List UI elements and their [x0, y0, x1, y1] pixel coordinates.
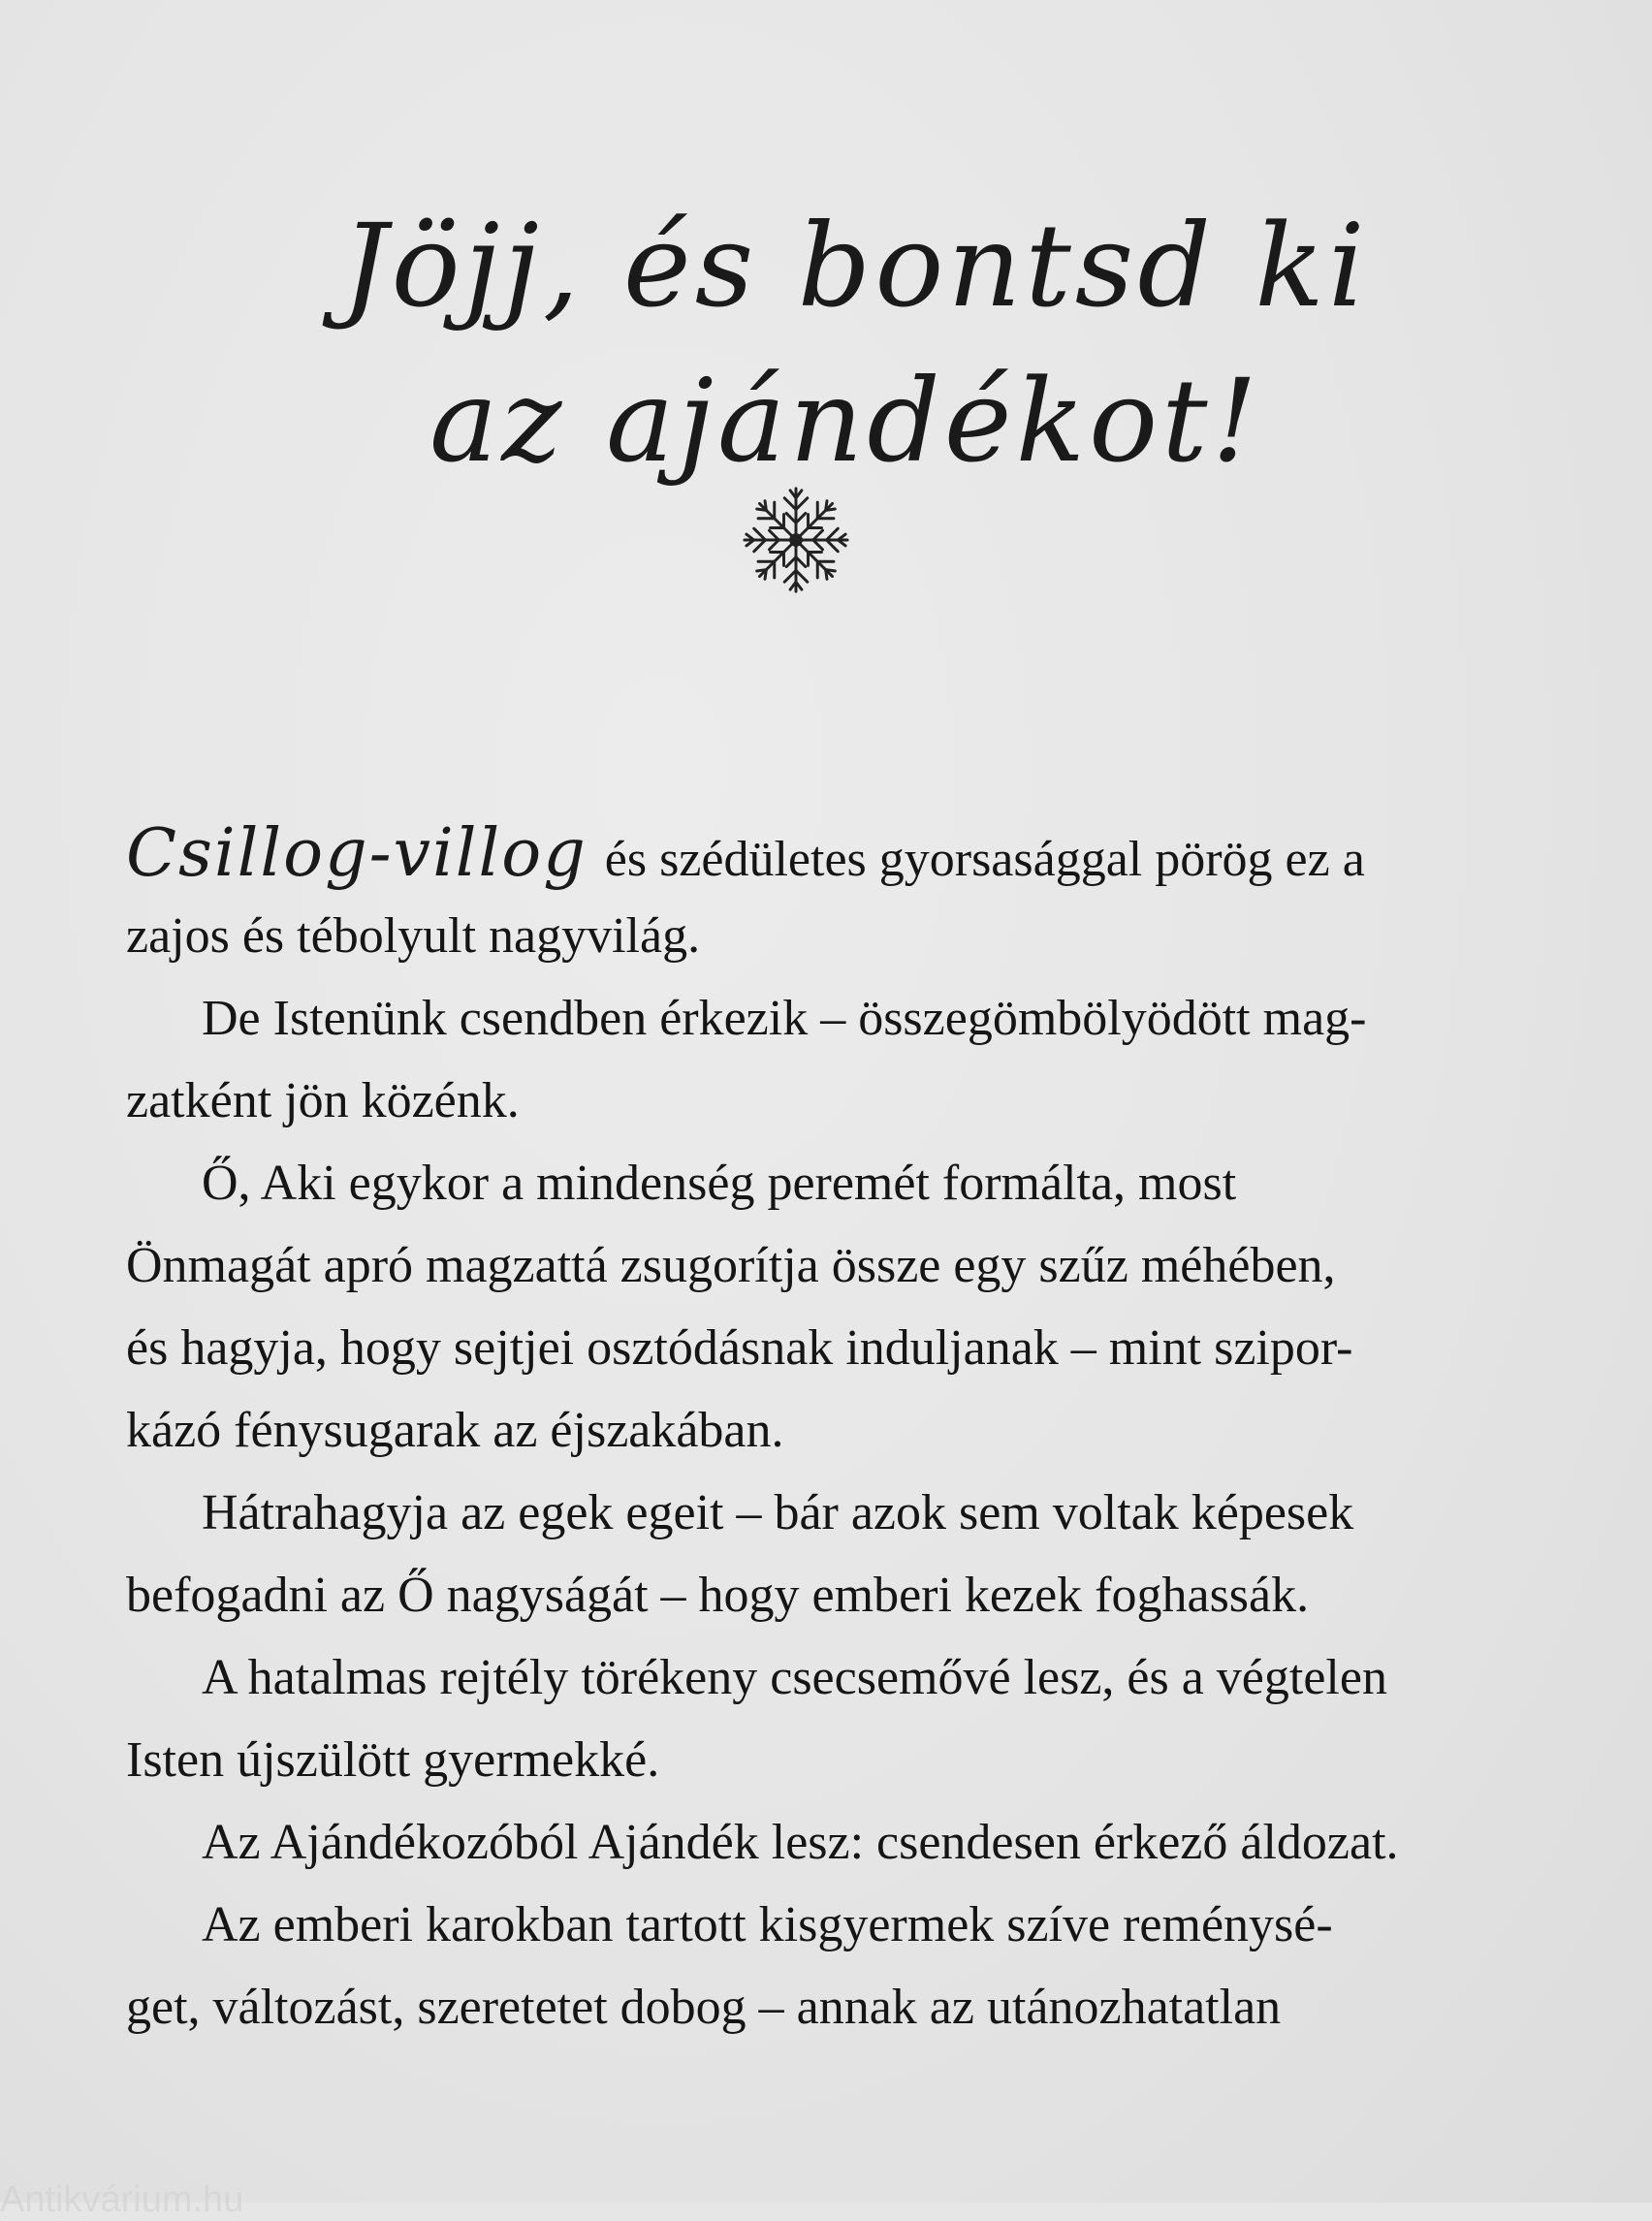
- text-line: Csillog-villog és szédületes gyorsasággal pörög ez a: [126, 815, 1365, 892]
- paragraph-first-line: De Istenünk csendben érkezik – összegömbölyödött mag-: [202, 991, 1367, 1046]
- chapter-title-line-2: az ajándékot!: [429, 354, 1262, 488]
- paragraph-first-line: A hatalmas rejtély törékeny csecsemővé lesz, és a végtelen: [202, 1650, 1387, 1705]
- decorative-lead-word: Csillog-villog: [126, 815, 588, 892]
- text-line: kázó fénysugarak az éjszakában.: [126, 1403, 784, 1458]
- paragraph-first-line: Hátrahagyja az egek egeit – bár azok sem voltak képesek: [202, 1485, 1354, 1540]
- body-text: [126, 812, 1483, 2048]
- text-line: és hagyja, hogy sejtjei osztódásnak induljanak – mint szipor-: [126, 1320, 1353, 1376]
- text-line: Isten újszülött gyermekké.: [126, 1732, 660, 1788]
- watermark: Antikvárium.hu: [0, 2179, 244, 2220]
- paragraph-first-line: Az emberi karokban tartott kisgyermek szíve reménysé-: [202, 1897, 1333, 1952]
- snowflake-icon: [739, 483, 853, 597]
- paragraph-first-line: Az Ajándékozóból Ajándék lesz: csendesen érkező áldozat.: [202, 1815, 1399, 1870]
- paragraph-first-line: Ő, Aki egykor a mindenség peremét formálta, most: [202, 1156, 1237, 1211]
- text-line: Önmagát apró magzattá zsugorítja össze egy szűz méhében,: [126, 1238, 1336, 1293]
- text-line: get, változást, szeretetet dobog – annak az utánozhatatlan: [126, 1980, 1282, 2035]
- text-line: zajos és tébolyult nagyvilág.: [126, 908, 701, 964]
- text-line: befogadni az Ő nagyságát – hogy emberi kezek foghassák.: [126, 1568, 1310, 1623]
- chapter-title-line-1: Jöjj, és bontsd ki: [341, 199, 1369, 333]
- text-line: zatként jön közénk.: [126, 1073, 520, 1128]
